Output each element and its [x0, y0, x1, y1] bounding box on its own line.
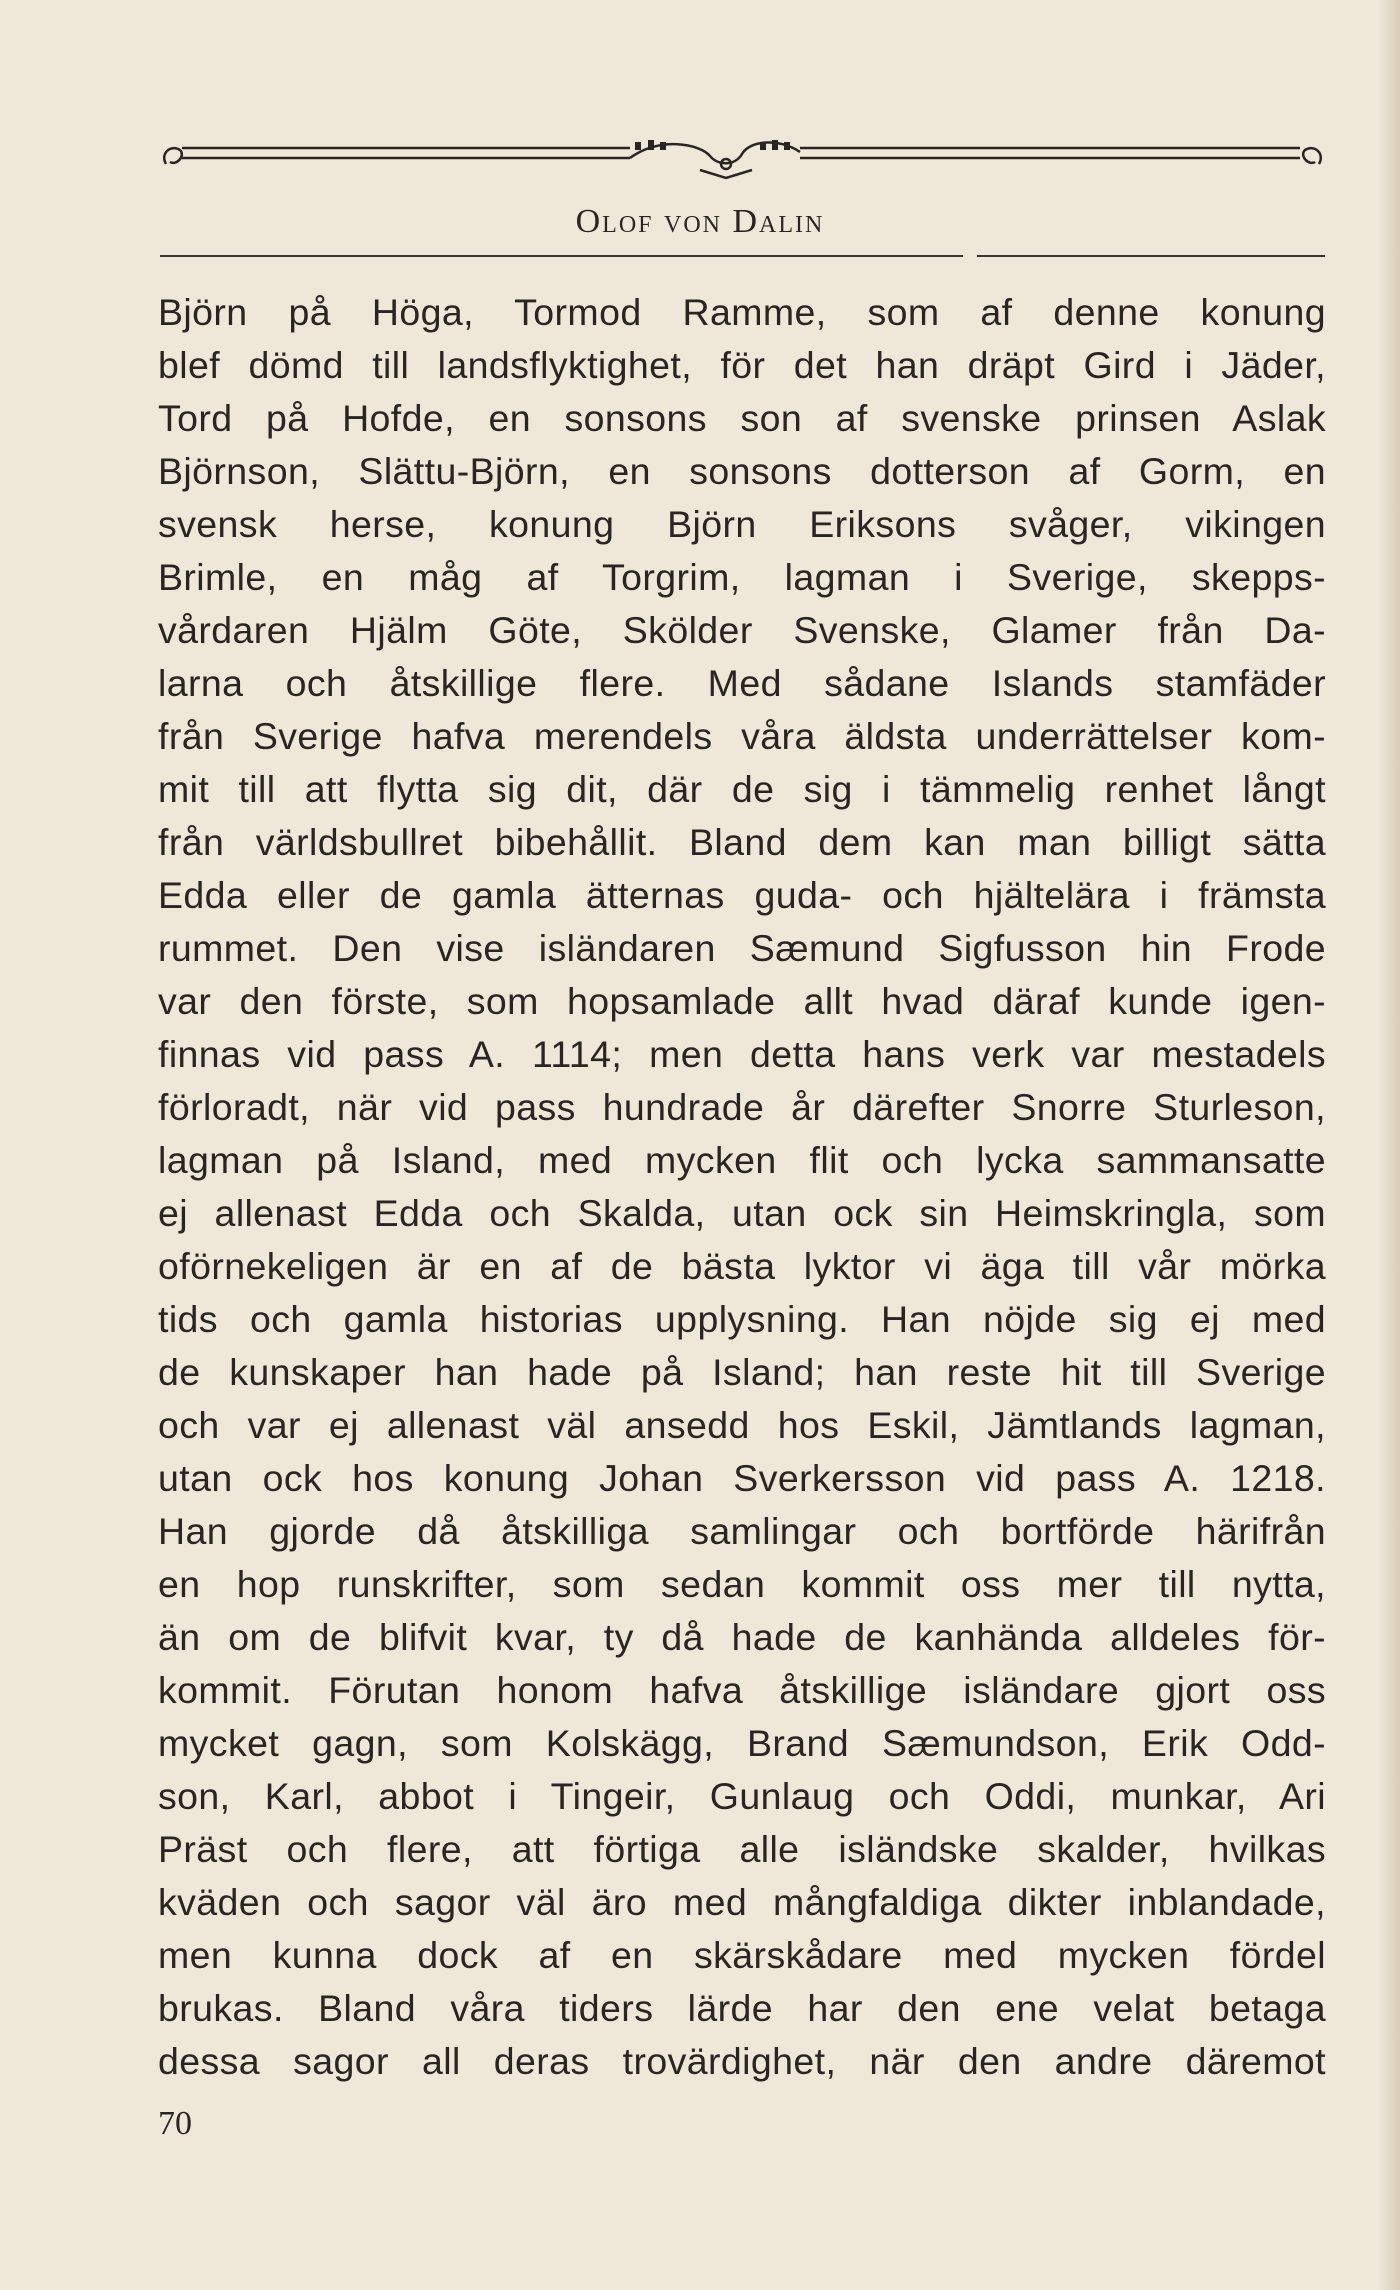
text-line: men kunna dock af en skärskådare med mycken fördel: [158, 1934, 1326, 1976]
text-line: rummet. Den vise isländaren Sæmund Sigfusson hin Frode: [158, 927, 1326, 969]
text-line: ej allenast Edda och Skalda, utan ock sin Heimskringla, som: [158, 1192, 1326, 1234]
text-line: utan ock hos konung Johan Sverkersson vid pass A. 1218.: [158, 1457, 1326, 1499]
body-text: [158, 286, 1326, 2088]
text-line: finnas vid pass A. 1114; men detta hans verk var mestadels: [158, 1033, 1326, 1075]
page-edge-shadow: [1378, 0, 1400, 2290]
text-line: son, Karl, abbot i Tingeir, Gunlaug och Oddi, munkar, Ari: [158, 1775, 1326, 1817]
text-line: en hop runskrifter, som sedan kommit oss mer till nytta,: [158, 1563, 1326, 1605]
text-line: Brimle, en måg af Torgrim, lagman i Sverige, skepps-: [158, 556, 1326, 598]
text-line: än om de blifvit kvar, ty då hade de kanhända alldeles för-: [158, 1616, 1326, 1658]
text-line: de kunskaper han hade på Island; han reste hit till Sverige: [158, 1351, 1326, 1393]
text-line: Präst och flere, att förtiga alle isländske skalder, hvilkas: [158, 1828, 1326, 1870]
text-line: svensk herse, konung Björn Eriksons svåger, vikingen: [158, 503, 1326, 545]
ornamental-header-rule: [160, 140, 1325, 190]
text-line: lagman på Island, med mycken flit och lycka sammansatte: [158, 1139, 1326, 1181]
text-line: oförnekeligen är en af de bästa lyktor vi äga till vår mörka: [158, 1245, 1326, 1287]
text-line: mit till att flytta sig dit, där de sig i tämmelig renhet långt: [158, 768, 1326, 810]
text-line: dessa sagor all deras trovärdighet, när den andre däremot: [158, 2040, 1326, 2082]
text-line: brukas. Bland våra tiders lärde har den ene velat betaga: [158, 1987, 1326, 2029]
page-number: 70: [158, 2105, 192, 2142]
text-line: från världsbullret bibehållit. Bland dem kan man billigt sätta: [158, 821, 1326, 863]
text-line: larna och åtskillige flere. Med sådane Islands stamfäder: [158, 662, 1326, 704]
text-line: tids och gamla historias upplysning. Han nöjde sig ej med: [158, 1298, 1326, 1340]
text-line: från Sverige hafva merendels våra äldsta underrättelser kom-: [158, 715, 1326, 757]
running-head: Olof von Dalin: [575, 203, 825, 240]
text-line: vårdaren Hjälm Göte, Skölder Svenske, Glamer från Da-: [158, 609, 1326, 651]
text-line: Björn på Höga, Tormod Ramme, som af denne konung: [158, 291, 1326, 333]
text-line: kväden och sagor väl äro med mångfaldiga dikter inblandade,: [158, 1881, 1326, 1923]
text-line: och var ej allenast väl ansedd hos Eskil, Jämtlands lagman,: [158, 1404, 1326, 1446]
text-line: Tord på Hofde, en sonsons son af svenske prinsen Aslak: [158, 397, 1326, 439]
text-line: var den förste, som hopsamlade allt hvad däraf kunde igen-: [158, 980, 1326, 1022]
text-line: kommit. Förutan honom hafva åtskillige isländare gjort oss: [158, 1669, 1326, 1711]
text-line: förloradt, när vid pass hundrade år därefter Snorre Sturleson,: [158, 1086, 1326, 1128]
text-line: Edda eller de gamla ätternas guda- och hjältelära i främsta: [158, 874, 1326, 916]
text-line: mycket gagn, som Kolskägg, Brand Sæmundson, Erik Odd-: [158, 1722, 1326, 1764]
text-line: Han gjorde då åtskilliga samlingar och bortförde härifrån: [158, 1510, 1326, 1552]
header-divider: [160, 255, 1325, 257]
text-line: blef dömd till landsflyktighet, för det han dräpt Gird i Jäder,: [158, 344, 1326, 386]
text-line: Björnson, Slättu-Björn, en sonsons dotterson af Gorm, en: [158, 450, 1326, 492]
